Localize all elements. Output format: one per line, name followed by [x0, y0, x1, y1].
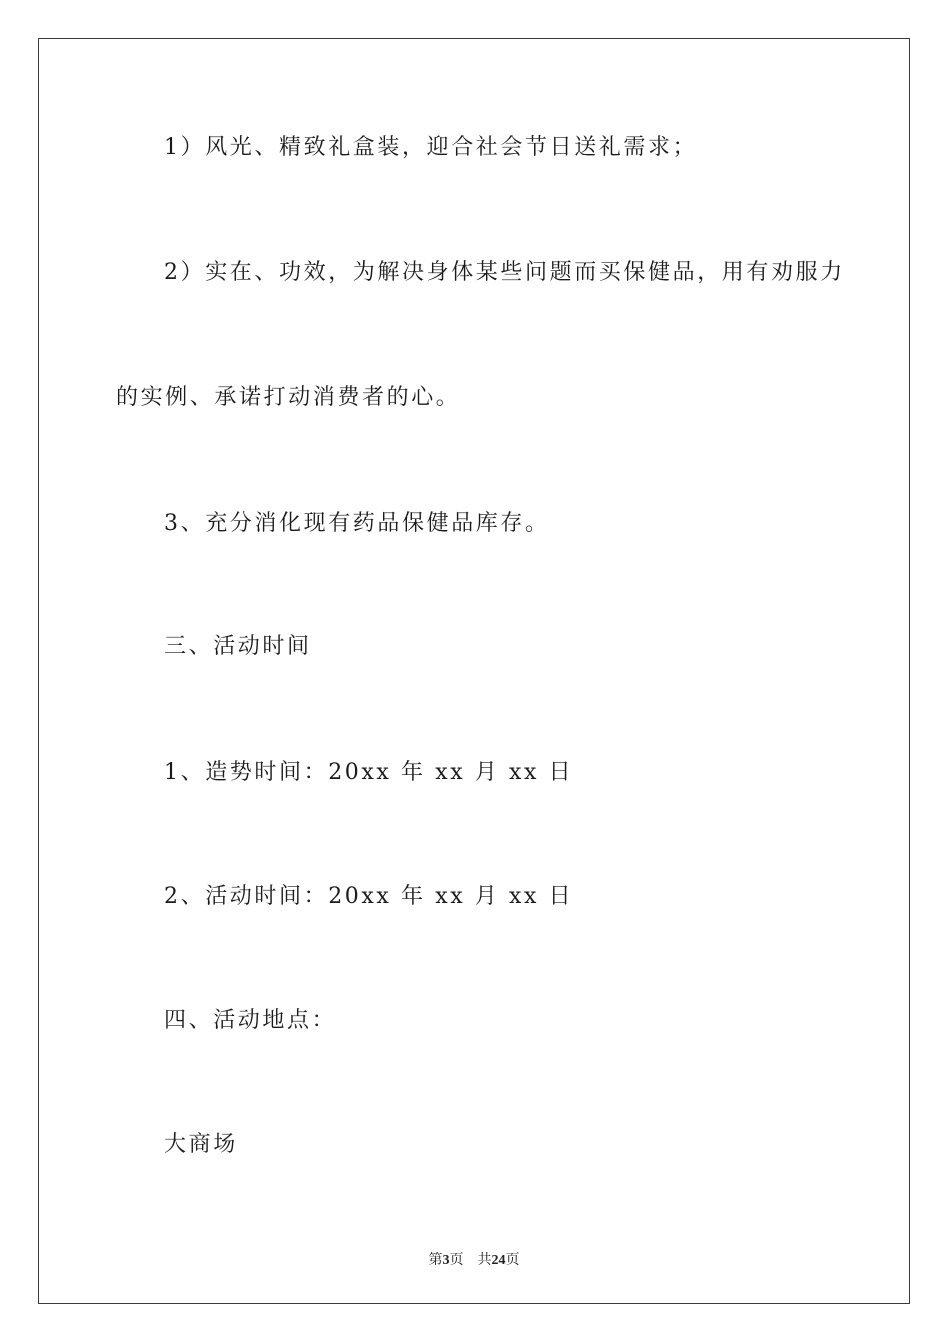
total-prefix: 共 [477, 1253, 492, 1268]
paragraph-efficacy-continued: 的实例、承诺打动消费者的心。 [116, 385, 461, 410]
document-page [38, 38, 910, 1304]
paragraph-event-time: 2、活动时间：20xx 年 xx 月 xx 日 [164, 884, 574, 909]
paragraph-location: 大商场 [164, 1132, 238, 1157]
paragraph-efficacy: 2）实在、功效，为解决身体某些问题而买保健品，用有劝服力 [164, 260, 845, 285]
paragraph-inventory: 3、充分消化现有药品保健品库存。 [164, 511, 550, 536]
section-heading-activity-location: 四、活动地点： [164, 1008, 337, 1033]
total-suffix: 页 [505, 1253, 520, 1268]
total-pages: 24 [491, 1253, 506, 1268]
page-prefix: 第 [428, 1253, 443, 1268]
page-suffix: 页 [449, 1253, 464, 1268]
section-heading-activity-time: 三、活动时间 [164, 634, 312, 659]
paragraph-gift-box: 1）风光、精致礼盒装，迎合社会节日送礼需求； [164, 135, 698, 160]
page-footer [39, 1249, 909, 1269]
page-number: 3 [442, 1253, 450, 1268]
paragraph-promotion-time: 1、造势时间：20xx 年 xx 月 xx 日 [164, 760, 574, 785]
